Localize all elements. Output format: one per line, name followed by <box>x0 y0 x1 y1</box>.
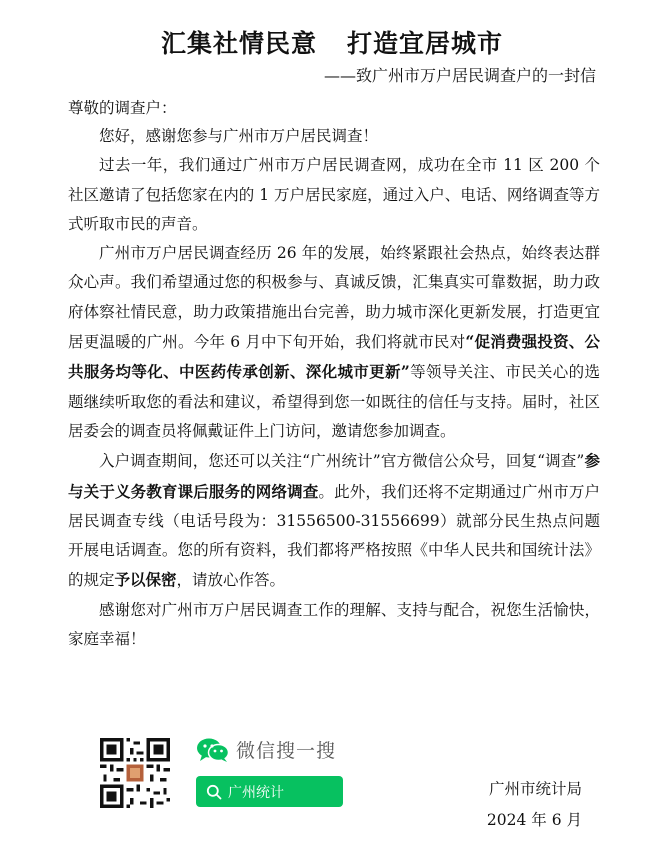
salutation: 尊敬的调查户： <box>68 99 177 117</box>
wechat-account-name: 广州统计 <box>228 784 284 801</box>
letter-subtitle: ——致广州市万户居民调查户的一封信 <box>323 66 596 85</box>
letter-title <box>0 24 664 60</box>
p4-text-b: 。此外，我们还将不定期通过广州市万户居民调查专线（电话号段为：31556500-31556699）就部分民生热点问题开展电话调查。您的所有资料，我们都将严格按照《中华人民共和国统计法》的规定 <box>68 482 600 590</box>
p4-online-bold: 参与关于义务教育课后服务的网络调查 <box>68 451 600 501</box>
p3-topics-bold: “促消费强投资、公共服务均等化、中医药传承创新、深化城市更新” <box>68 332 601 382</box>
wechat-search-icon <box>196 737 230 763</box>
signature-date: 2024 年 6 月 <box>486 811 582 829</box>
paragraph-survey-history <box>68 239 600 446</box>
signature-org: 广州市统计局 <box>488 780 582 798</box>
p4-text-c: ，请放心作答。 <box>176 571 286 590</box>
title-part-1: 汇集社情民意 <box>160 29 317 58</box>
letter-body <box>68 122 600 654</box>
paragraph-past-year: 过去一年，我们通过广州市万户居民调查网，成功在全市 11 区 200 个社区邀请了包括您家在内的 1 万户居民家庭，通过入户、电话、网络调查等方式听取市民的声音。 <box>68 156 600 233</box>
wechat-search-badge <box>196 736 336 763</box>
paragraph-online-survey <box>68 446 600 595</box>
wechat-account-search-box[interactable] <box>196 776 343 807</box>
p3-text-b: 等领导关注、市民关心的选题继续听取您的看法和建议，希望得到您一如既往的信任与支持。届时，社区居委会的调查员将佩戴证件上门访问，邀请您参加调查。 <box>68 363 600 440</box>
title-part-2: 打造宜居城市 <box>347 29 504 58</box>
p4-confidential-bold: 予以保密 <box>114 570 177 590</box>
p3-text-a: 广州市万户居民调查经历 26 年的发展，始终紧跟社会热点，始终表达群众心声。我们希望通过您的积极参与、真诚反馈，汇集真实可靠数据，助力政府体察社情民意，助力政策措施出台完善，助力城市深化更新发展，打造更宜居更温暖的广州。今年 6 月中下旬开始，我们将就市民对 <box>68 244 600 352</box>
qr-code-icon[interactable] <box>100 738 170 808</box>
p4-text-a: 入户调查期间，您还可以关注“广州统计”官方微信公众号，回复“调查” <box>99 452 585 471</box>
paragraph-greeting: 您好，感谢您参与广州市万户居民调查！ <box>99 127 379 145</box>
search-icon <box>206 784 222 800</box>
wechat-search-label: 微信搜一搜 <box>236 740 337 762</box>
paragraph-thanks: 感谢您对广州市万户居民调查工作的理解、支持与配合，祝您生活愉快，家庭幸福！ <box>68 600 600 649</box>
